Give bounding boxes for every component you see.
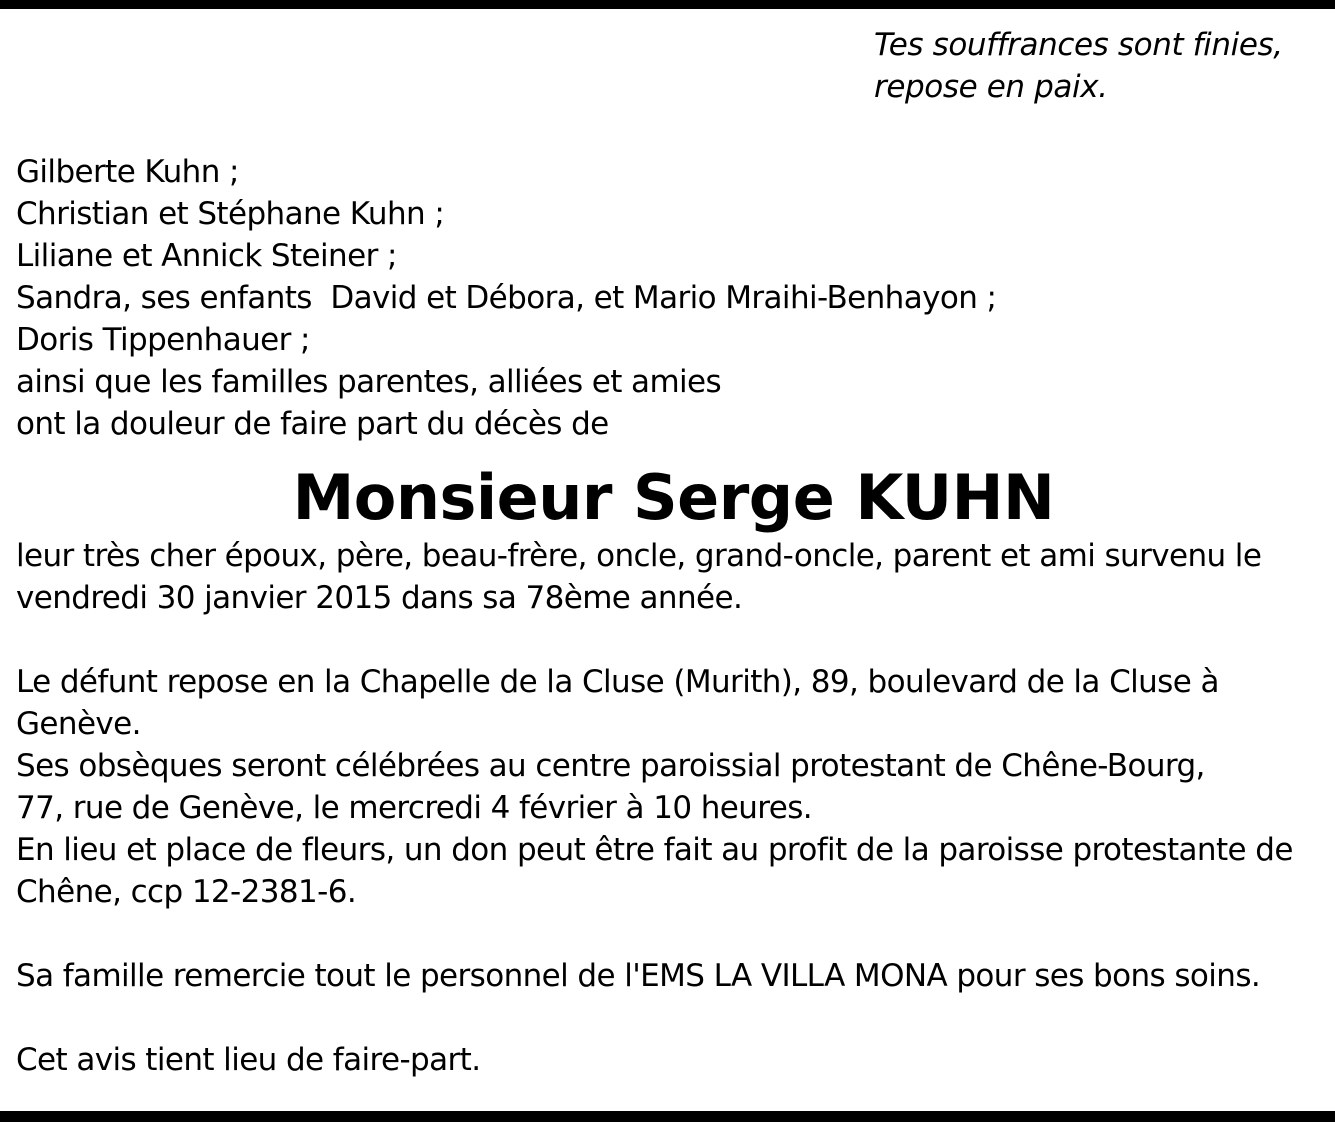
family-line: Liliane et Annick Steiner ; (16, 238, 397, 274)
family-line: Doris Tippenhauer ; (16, 322, 310, 358)
details-line: Chêne, ccp 12-2381-6. (16, 874, 357, 910)
thanks-line: Sa famille remercie tout le personnel de l'EMS LA VILLA MONA pour ses bons soins. (16, 958, 1261, 994)
details-line: Ses obsèques seront célébrées au centre paroissial protestant de Chêne-Bourg, (16, 748, 1205, 784)
family-line: Sandra, ses enfants David et Débora, et Mario Mraihi-Benhayon ; (16, 280, 997, 316)
details-line: Genève. (16, 706, 141, 742)
deceased-name: Monsieur Serge KUHN (292, 461, 1055, 534)
top-border-rule (0, 0, 1335, 9)
family-line: ont la douleur de faire part du décès de (16, 406, 609, 442)
family-line: Christian et Stéphane Kuhn ; (16, 196, 445, 232)
details-line: En lieu et place de fleurs, un don peut être fait au profit de la paroisse protestante de (16, 832, 1293, 868)
spacer (16, 619, 1331, 661)
family-list (16, 151, 1331, 445)
description (16, 535, 1331, 619)
details-line: 77, rue de Genève, le mercredi 4 février à 10 heures. (16, 790, 813, 826)
epigraph-line-1: Tes souffrances sont finies, (874, 27, 1283, 63)
family-line: ainsi que les familles parentes, alliées et amies (16, 364, 722, 400)
closing-line: Cet avis tient lieu de faire-part. (16, 1042, 481, 1078)
epigraph (874, 24, 1324, 108)
family-line: Gilberte Kuhn ; (16, 154, 239, 190)
obituary-body (16, 151, 1331, 1081)
description-line: leur très cher époux, père, beau-frère, oncle, grand-oncle, parent et ami survenu le (16, 538, 1262, 574)
funeral-details (16, 661, 1331, 913)
bottom-border-rule (0, 1111, 1335, 1122)
spacer (16, 997, 1331, 1039)
details-line: Le défunt repose en la Chapelle de la Cluse (Murith), 89, boulevard de la Cluse à (16, 664, 1219, 700)
description-line: vendredi 30 janvier 2015 dans sa 78ème année. (16, 580, 743, 616)
spacer (16, 913, 1331, 955)
epigraph-line-2: repose en paix. (874, 69, 1108, 105)
